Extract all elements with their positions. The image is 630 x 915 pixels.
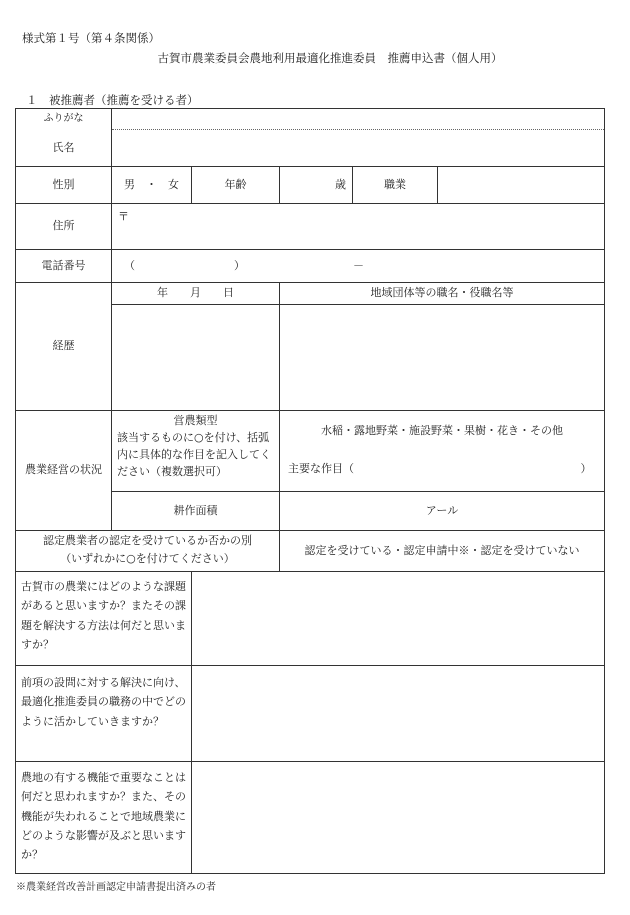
- name-field[interactable]: [112, 129, 604, 166]
- main-crop-close: ）: [580, 462, 592, 476]
- furigana-label: ふりがな: [43, 112, 84, 124]
- certified-note: （いずれかに○を付けてください）: [60, 552, 235, 566]
- answer-3-field[interactable]: [192, 762, 604, 874]
- form-title: 古賀市農業委員会農地利用最適化推進委員 推薦申込書（個人用）: [157, 51, 503, 65]
- question-3: 農地の有する機能で重要なことは何だと思われますか？また、その機能が失われることで地域農業にどのような影響が及ぶと思いますか？: [21, 771, 186, 861]
- furigana-field[interactable]: [112, 109, 604, 129]
- age-unit: 歳: [335, 177, 346, 191]
- career-position-field[interactable]: [280, 305, 604, 410]
- cultivated-area-label: 耕作面積: [173, 504, 218, 518]
- answer-1-field[interactable]: [192, 572, 604, 665]
- question-2: 前項の設問に対する解決に向け、最適化推進委員の職務の中でどのように活かしていきますか？: [21, 676, 186, 728]
- farm-type-options[interactable]: 水稲・露地野菜・施設野菜・果樹・花き・その他: [321, 424, 563, 438]
- age-label: 年齢: [224, 177, 247, 191]
- postal-mark[interactable]: 〒: [118, 210, 129, 223]
- gender-options[interactable]: 男 ・ 女: [124, 177, 179, 191]
- gender-label: 性別: [52, 177, 75, 191]
- occupation-field[interactable]: [438, 166, 604, 203]
- form-table: [15, 108, 605, 874]
- phone-open-paren: （: [124, 258, 135, 272]
- phone-dash: －: [353, 258, 364, 272]
- farm-type-instruction: 該当するものに○を付け、括弧内に具体的な作目を記入してください（複数選択可）: [117, 431, 271, 479]
- area-unit[interactable]: アール: [425, 504, 459, 518]
- address-label: 住所: [52, 219, 75, 233]
- career-label: 経歴: [52, 339, 75, 353]
- certified-question: 認定農業者の認定を受けているか否かの別: [43, 534, 252, 548]
- career-position-header: 地域団体等の職名・役職名等: [370, 286, 514, 300]
- career-date-header: 年 月 日: [157, 286, 234, 300]
- footnote: ※農業経営改善計画認定申請書提出済みの者: [16, 882, 216, 893]
- phone-close-paren: ）: [234, 258, 245, 272]
- career-date-field[interactable]: [112, 305, 279, 410]
- form-id: 様式第１号（第４条関係）: [22, 31, 160, 45]
- answer-2-field[interactable]: [192, 666, 604, 761]
- farming-status-label: 農業経営の状況: [25, 463, 102, 477]
- name-label: 氏名: [52, 140, 75, 154]
- certified-options[interactable]: 認定を受けている・認定申請中※・認定を受けていない: [304, 543, 580, 557]
- section-heading: １ 被推薦者（推薦を受ける者）: [26, 93, 199, 107]
- phone-label: 電話番号: [41, 258, 86, 272]
- main-crop-label: 主要な作目（: [288, 462, 354, 476]
- occupation-label: 職業: [384, 177, 406, 191]
- question-1: 古賀市の農業にはどのような課題があると思いますか？またその課題を解決する方法は何だと思いますか？: [21, 580, 186, 651]
- farm-type-title: 営農類型: [173, 414, 218, 428]
